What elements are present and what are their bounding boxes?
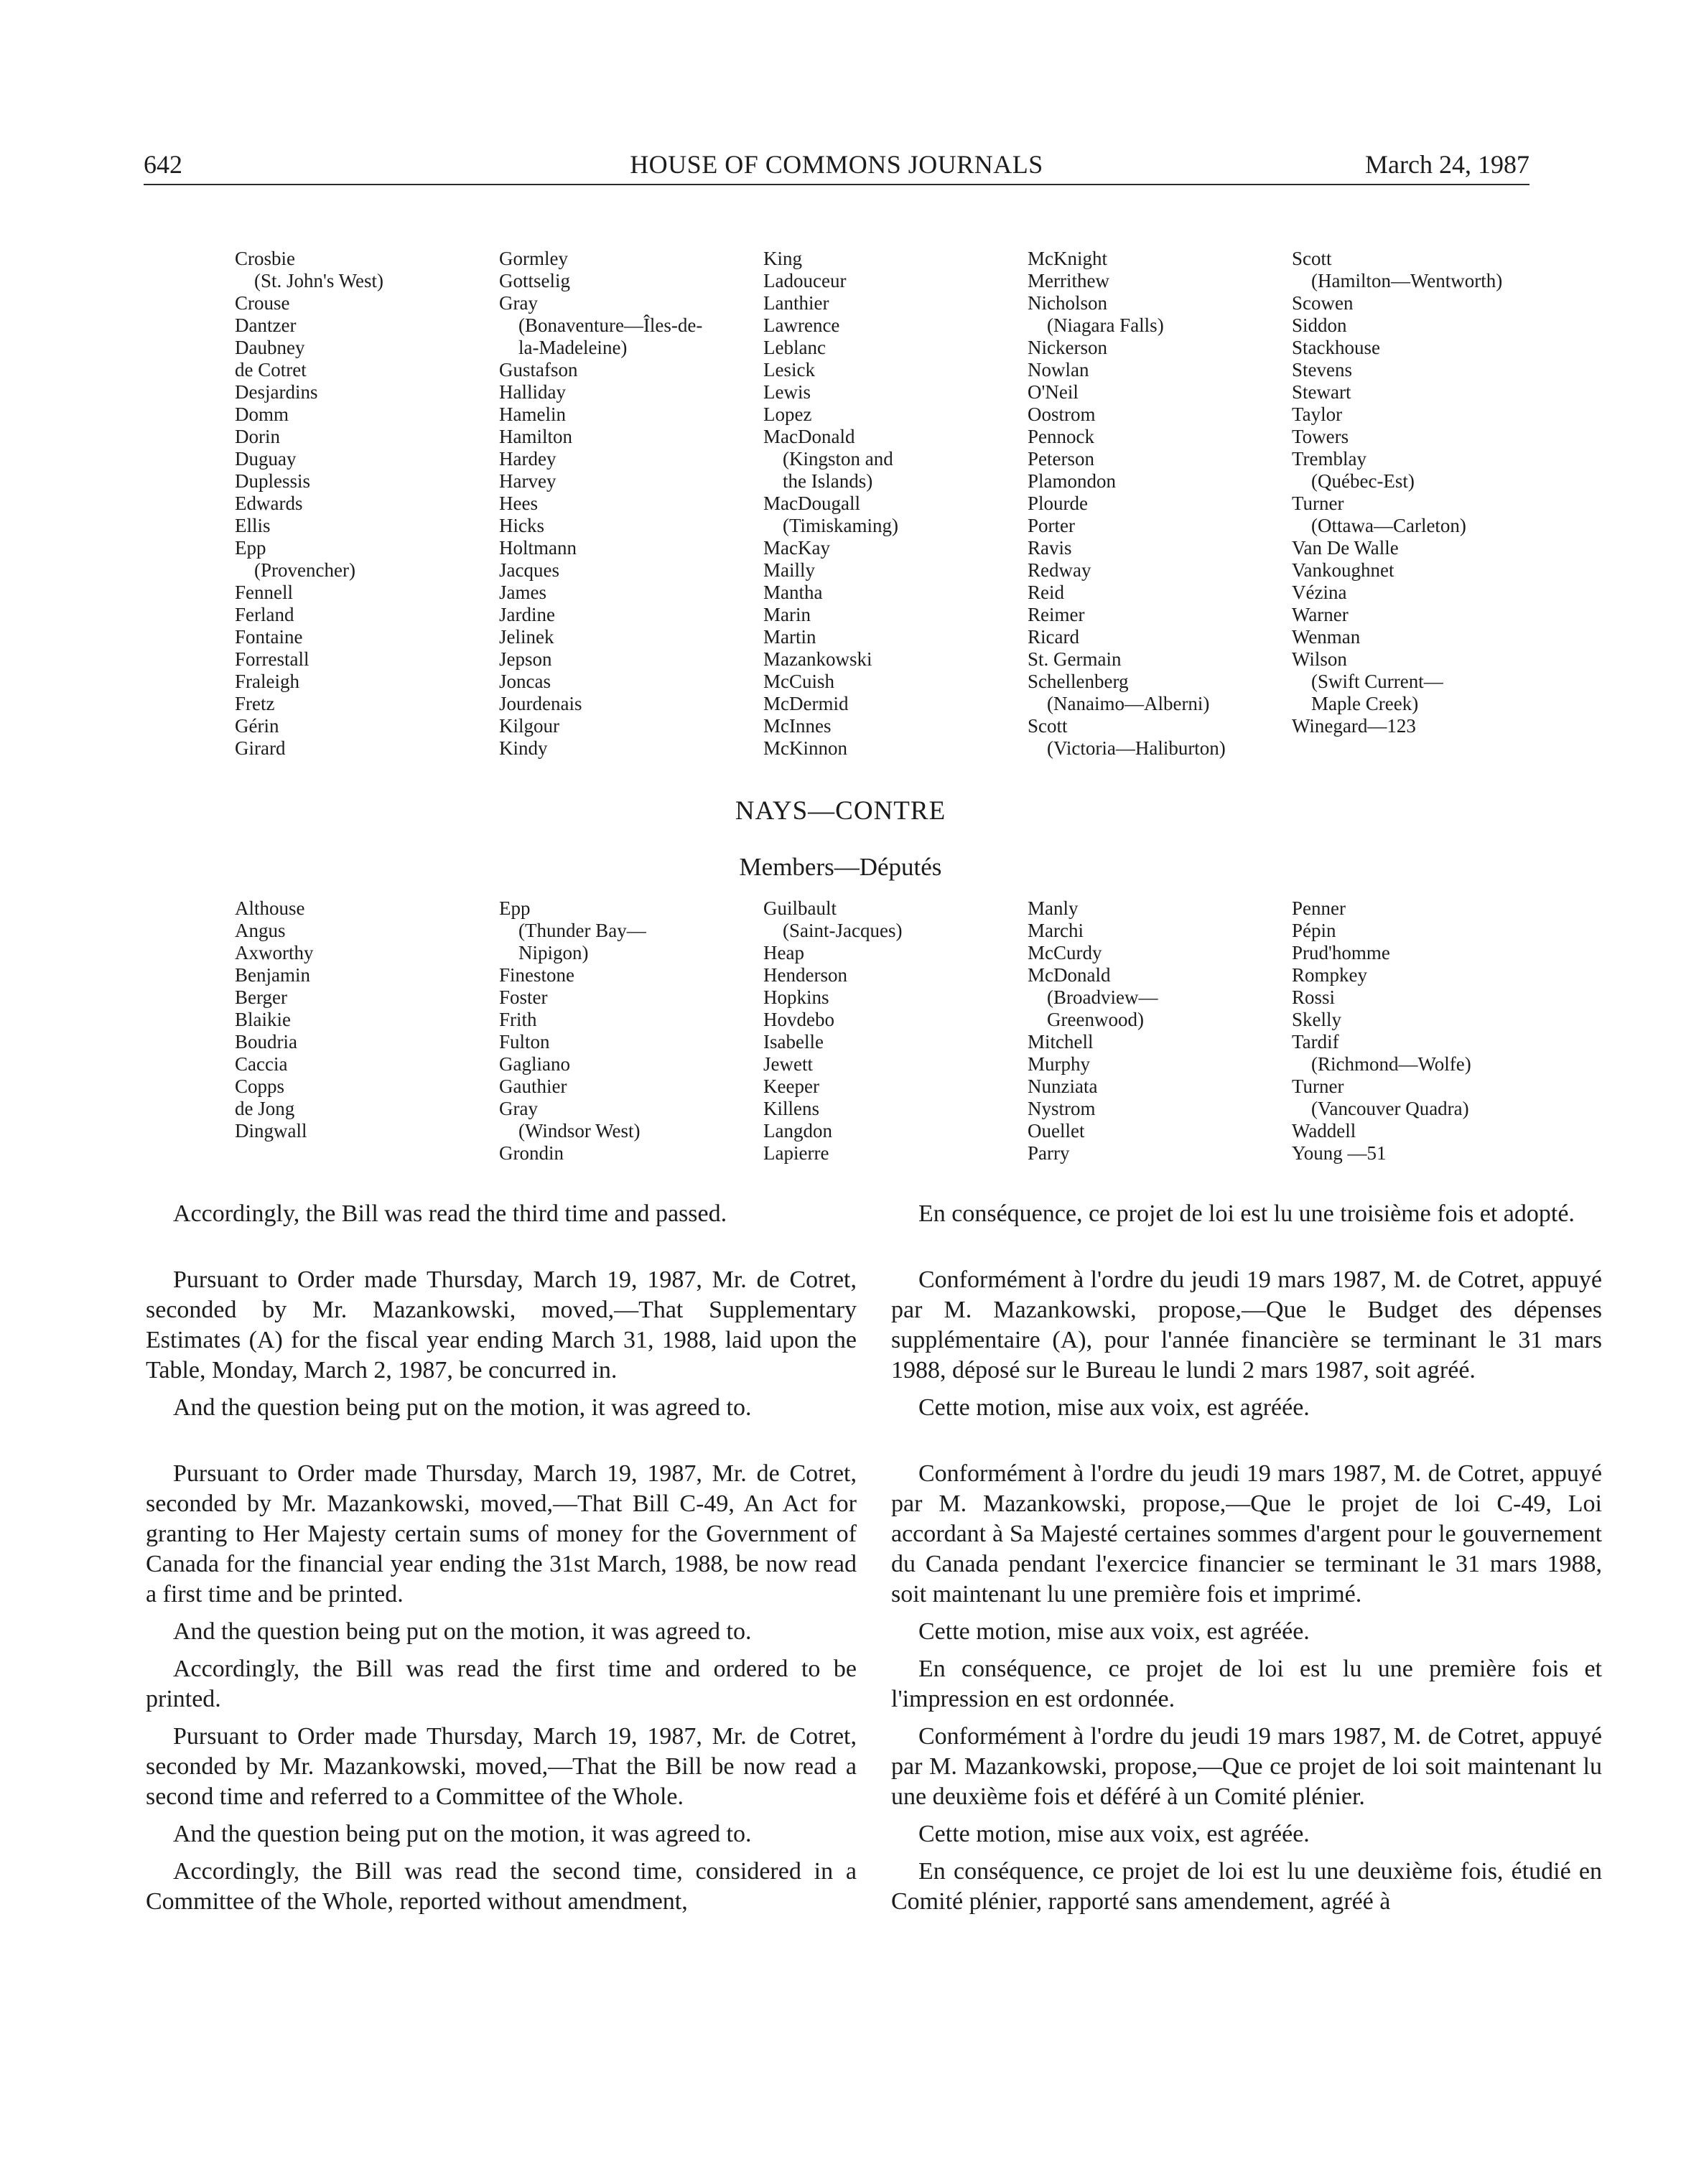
member-name: Axworthy	[235, 942, 314, 963]
nays-heading: NAYS—CONTRE	[735, 796, 946, 826]
member-name: Frith	[499, 1009, 537, 1030]
member-name: Reid	[1028, 582, 1064, 603]
member-riding: (Hamilton—Wentworth)	[1311, 270, 1503, 291]
member-name: Siddon	[1292, 314, 1347, 336]
member-name: Vankoughnet	[1292, 559, 1394, 581]
member-riding: (Timiskaming)	[783, 515, 899, 536]
member-name: de Cotret	[235, 359, 307, 381]
member-column	[763, 248, 1028, 760]
member-name: Killens	[763, 1098, 819, 1119]
member-name: Marchi	[1028, 920, 1084, 941]
member-name: Taylor	[1292, 403, 1343, 425]
member-name: Domm	[235, 403, 289, 425]
member-name: Berger	[235, 986, 287, 1008]
member-name: McKinnon	[763, 737, 847, 759]
member-column	[499, 897, 763, 1165]
member-name: Schellenberg	[1028, 671, 1129, 692]
member-name: McCurdy	[1028, 942, 1102, 963]
member-riding: Maple Creek)	[1311, 693, 1419, 714]
member-name: Duguay	[235, 448, 297, 470]
member-name: Fretz	[235, 693, 275, 714]
member-name: MacDougall	[763, 493, 860, 514]
member-name: Gustafson	[499, 359, 578, 381]
member-name: Lawrence	[763, 314, 840, 336]
member-name: Gauthier	[499, 1075, 567, 1097]
member-name: Nystrom	[1028, 1098, 1096, 1119]
member-riding: (Ottawa—Carleton)	[1311, 515, 1466, 536]
member-name: Langdon	[763, 1120, 832, 1142]
member-name: Merrithew	[1028, 270, 1109, 291]
member-name: de Jong	[235, 1098, 295, 1119]
member-name: Jelinek	[499, 626, 554, 648]
member-column	[1028, 897, 1292, 1165]
member-name: Gagliano	[499, 1053, 570, 1075]
member-name: Lapierre	[763, 1142, 829, 1164]
member-name: Ravis	[1028, 537, 1072, 559]
member-name: Marin	[763, 604, 811, 625]
members-heading: Members—Députés	[739, 853, 942, 881]
member-name: MacKay	[763, 537, 830, 559]
member-name: Stackhouse	[1292, 337, 1380, 358]
member-name: Forrestall	[235, 648, 309, 670]
member-name: Nickerson	[1028, 337, 1107, 358]
member-name: Jourdenais	[499, 693, 582, 714]
member-name: Scowen	[1292, 292, 1354, 314]
member-name: Porter	[1028, 515, 1075, 536]
member-name: Scott	[1292, 248, 1332, 269]
member-riding: (Victoria—Haliburton)	[1047, 737, 1226, 759]
member-riding: (Nanaimo—Alberni)	[1047, 693, 1210, 714]
member-name: Lewis	[763, 381, 811, 403]
member-name: Ferland	[235, 604, 294, 625]
member-name: Reimer	[1028, 604, 1085, 625]
paragraph: And the question being put on the motion, it was agreed to.	[173, 1821, 752, 1847]
member-name: James	[499, 582, 546, 603]
nays-members-list	[235, 897, 1556, 1165]
member-name: Redway	[1028, 559, 1091, 581]
member-name: Daubney	[235, 337, 305, 358]
member-column	[499, 248, 763, 760]
member-name: Hardey	[499, 448, 557, 470]
member-name: Wilson	[1292, 648, 1347, 670]
header-rule	[144, 184, 1529, 185]
member-name: Holtmann	[499, 537, 577, 559]
page-header	[144, 149, 1529, 185]
member-name: Waddell	[1292, 1120, 1356, 1142]
member-riding: (Windsor West)	[518, 1120, 641, 1142]
member-name: MacDonald	[763, 426, 855, 447]
member-name: Rossi	[1292, 986, 1336, 1008]
member-name: Epp	[499, 897, 531, 919]
member-name: Plamondon	[1028, 470, 1117, 492]
member-name: Tardif	[1292, 1031, 1339, 1053]
member-name: Gottselig	[499, 270, 570, 291]
member-name: Heap	[763, 942, 804, 963]
member-name: Oostrom	[1028, 403, 1096, 425]
member-name: Althouse	[235, 897, 305, 919]
member-name: Fontaine	[235, 626, 303, 648]
member-name: Isabelle	[763, 1031, 824, 1053]
paragraph: En conséquence, ce projet de loi est lu une deuxième fois, étudié en Comité plénier, rapporté sans amendement, agréé à	[891, 1858, 1602, 1915]
member-name: Hamelin	[499, 403, 566, 425]
member-riding: the Islands)	[783, 470, 873, 492]
member-name: Lopez	[763, 403, 812, 425]
member-name: McInnes	[763, 715, 832, 737]
member-riding: Nipigon)	[518, 942, 589, 963]
member-name: Jewett	[763, 1053, 813, 1075]
member-name: Dantzer	[235, 314, 297, 336]
member-name: Wenman	[1292, 626, 1361, 648]
member-name: Angus	[235, 920, 286, 941]
member-name: Keeper	[763, 1075, 819, 1097]
member-riding: (Provencher)	[254, 559, 355, 581]
member-name: Crouse	[235, 292, 290, 314]
member-name: McDermid	[763, 693, 849, 714]
member-name: Epp	[235, 537, 266, 559]
member-name: Prud'homme	[1292, 942, 1390, 963]
member-name: Hamilton	[499, 426, 572, 447]
member-name: Copps	[235, 1075, 285, 1097]
paragraph: And the question being put on the motion, it was agreed to.	[173, 1394, 752, 1421]
journal-title: HOUSE OF COMMONS JOURNALS	[630, 150, 1043, 179]
member-name: Lesick	[763, 359, 815, 381]
member-riding: (Richmond—Wolfe)	[1311, 1053, 1471, 1075]
member-column	[1292, 897, 1556, 1165]
member-column	[235, 897, 499, 1165]
member-name: Ladouceur	[763, 270, 847, 291]
member-riding: Greenwood)	[1047, 1009, 1144, 1030]
member-name: Jepson	[499, 648, 552, 670]
member-riding: (Broadview—	[1047, 986, 1158, 1008]
paragraph: Conformément à l'ordre du jeudi 19 mars 1987, M. de Cotret, appuyé par M. Mazankowski, propose,—Que le Budget des dépenses supplémentaire (A), pour l'année financière se terminant le 31 mars 1988, déposé sur le Bureau le lundi 2 mars 1987, soit agréé.	[891, 1266, 1602, 1383]
member-name: Nowlan	[1028, 359, 1089, 381]
member-name: Tremblay	[1292, 448, 1367, 470]
member-name: Foster	[499, 986, 548, 1008]
member-name: Parry	[1028, 1142, 1070, 1164]
member-column	[763, 897, 1028, 1165]
member-name: St. Germain	[1028, 648, 1122, 670]
member-riding: (Québec-Est)	[1311, 470, 1415, 492]
member-name: Penner	[1292, 897, 1346, 919]
member-column	[235, 248, 499, 760]
paragraph: Conformément à l'ordre du jeudi 19 mars 1987, M. de Cotret, appuyé par M. Mazankowski, propose,—Que le projet de loi C-49, Loi accordant à Sa Majesté certaines sommes d'argent pour le gouvernement du Canada pendant l'exercice financier se terminant le 31 mars 1988, soit maintenant lu une première fois et imprimé.	[891, 1460, 1602, 1607]
member-name: Ouellet	[1028, 1120, 1085, 1142]
member-riding: (Bonaventure—Îles-de-	[518, 314, 703, 336]
member-name: Harvey	[499, 470, 557, 492]
member-name: Benjamin	[235, 964, 310, 986]
page-number: 642	[144, 150, 182, 179]
member-name: Rompkey	[1292, 964, 1367, 986]
member-name: Hovdebo	[763, 1009, 834, 1030]
member-name: Mitchell	[1028, 1031, 1094, 1053]
paragraph: Pursuant to Order made Thursday, March 19, 1987, Mr. de Cotret, seconded by Mr. Mazankowski, moved,—That Bill C-49, An Act for granting to Her Majesty certain sums of money for the Government of Canada for the financial year ending the 31st March, 1988, be now read a first time and be printed.	[146, 1460, 857, 1607]
member-name: Lanthier	[763, 292, 829, 314]
paragraph: En conséquence, ce projet de loi est lu une troisième fois et adopté.	[918, 1200, 1575, 1227]
member-name: Nicholson	[1028, 292, 1107, 314]
member-riding: (St. John's West)	[254, 270, 383, 291]
member-name: Girard	[235, 737, 286, 759]
member-riding: (Thunder Bay—	[518, 920, 646, 941]
member-name: Dorin	[235, 426, 280, 447]
yeas-members-list	[235, 248, 1556, 760]
paragraph: Cette motion, mise aux voix, est agréée.	[918, 1821, 1310, 1847]
member-name: Stewart	[1292, 381, 1351, 403]
member-name: McDonald	[1028, 964, 1111, 986]
member-name: Gérin	[235, 715, 279, 737]
member-name: Fraleigh	[235, 671, 299, 692]
member-name: Blaikie	[235, 1009, 291, 1030]
member-riding: (Vancouver Quadra)	[1311, 1098, 1469, 1119]
member-riding: (Kingston and	[783, 448, 893, 470]
paragraph: Accordingly, the Bill was read the first time and ordered to be printed.	[146, 1656, 857, 1712]
member-name: O'Neil	[1028, 381, 1079, 403]
member-name: Warner	[1292, 604, 1349, 625]
member-name: Van De Walle	[1292, 537, 1399, 559]
member-name: Manly	[1028, 897, 1079, 919]
paragraph: Pursuant to Order made Thursday, March 19, 1987, Mr. de Cotret, seconded by Mr. Mazankowski, moved,—That the Bill be now read a second time and referred to a Committee of the Whole.	[146, 1723, 857, 1810]
member-name: Halliday	[499, 381, 566, 403]
member-riding: la-Madeleine)	[518, 337, 628, 358]
member-name: Pennock	[1028, 426, 1094, 447]
member-name: Fennell	[235, 582, 293, 603]
member-name: Joncas	[499, 671, 551, 692]
member-name: Peterson	[1028, 448, 1094, 470]
member-name: Jardine	[499, 604, 555, 625]
member-name: Caccia	[235, 1053, 288, 1075]
member-name: Mazankowski	[763, 648, 872, 670]
member-name: Mantha	[763, 582, 823, 603]
member-name: Edwards	[235, 493, 303, 514]
member-name: Plourde	[1028, 493, 1088, 514]
member-name: McKnight	[1028, 248, 1107, 269]
member-name: Duplessis	[235, 470, 311, 492]
member-name: Kindy	[499, 737, 548, 759]
member-name: Vézina	[1292, 582, 1347, 603]
member-riding: (Swift Current—	[1311, 671, 1443, 692]
member-name: McCuish	[763, 671, 835, 692]
member-name: Turner	[1292, 493, 1344, 514]
member-name: King	[763, 248, 802, 269]
member-name: Crosbie	[235, 248, 295, 269]
member-riding: (Saint-Jacques)	[783, 920, 903, 941]
english-text-column	[146, 1199, 857, 1924]
member-name: Boudria	[235, 1031, 297, 1053]
member-name: Murphy	[1028, 1053, 1090, 1075]
member-name: Towers	[1292, 426, 1349, 447]
member-name: Finestone	[499, 964, 574, 986]
member-name: Dingwall	[235, 1120, 307, 1142]
paragraph: En conséquence, ce projet de loi est lu une première fois et l'impression en est ordonnée.	[891, 1656, 1602, 1712]
member-name: Scott	[1028, 715, 1068, 737]
member-name: Grondin	[499, 1142, 564, 1164]
member-name: Gormley	[499, 248, 568, 269]
member-name: Ricard	[1028, 626, 1079, 648]
member-name: Mailly	[763, 559, 815, 581]
paragraph: Conformément à l'ordre du jeudi 19 mars 1987, M. de Cotret, appuyé par M. Mazankowski, propose,—Que ce projet de loi soit maintenant lu une deuxième fois et déféré à un Comité plénier.	[891, 1723, 1602, 1810]
member-riding: (Niagara Falls)	[1047, 314, 1164, 336]
member-name: Ellis	[235, 515, 271, 536]
member-name: Kilgour	[499, 715, 559, 737]
paragraph: Accordingly, the Bill was read the second time, considered in a Committee of the Whole, reported without amendment,	[146, 1858, 857, 1915]
member-column	[1292, 248, 1556, 760]
paragraph: Accordingly, the Bill was read the third time and passed.	[173, 1200, 727, 1227]
member-name: Skelly	[1292, 1009, 1342, 1030]
member-name: Fulton	[499, 1031, 550, 1053]
member-column	[1028, 248, 1292, 760]
member-name: Martin	[763, 626, 816, 648]
member-name: Henderson	[763, 964, 847, 986]
member-name: Gray	[499, 292, 538, 314]
member-name: Hees	[499, 493, 538, 514]
member-name: Desjardins	[235, 381, 318, 403]
french-text-column	[891, 1199, 1602, 1924]
member-name: Young —51	[1292, 1142, 1387, 1164]
paragraph: Pursuant to Order made Thursday, March 19, 1987, Mr. de Cotret, seconded by Mr. Mazankowski, moved,—That Supplementary Estimates (A) for the fiscal year ending March 31, 1988, laid upon the Table, Monday, March 2, 1987, be concurred in.	[146, 1266, 857, 1383]
paragraph: And the question being put on the motion, it was agreed to.	[173, 1618, 752, 1645]
paragraph: Cette motion, mise aux voix, est agréée.	[918, 1618, 1310, 1645]
member-name: Gray	[499, 1098, 538, 1119]
member-name: Stevens	[1292, 359, 1352, 381]
member-name: Hicks	[499, 515, 544, 536]
paragraph: Cette motion, mise aux voix, est agréée.	[918, 1394, 1310, 1421]
member-name: Jacques	[499, 559, 559, 581]
journal-date: March 24, 1987	[1365, 150, 1529, 179]
member-name: Guilbault	[763, 897, 837, 919]
member-name: Pépin	[1292, 920, 1336, 941]
member-name: Hopkins	[763, 986, 829, 1008]
member-name: Turner	[1292, 1075, 1344, 1097]
member-name: Nunziata	[1028, 1075, 1098, 1097]
member-name: Winegard—123	[1292, 715, 1416, 737]
member-name: Leblanc	[763, 337, 826, 358]
